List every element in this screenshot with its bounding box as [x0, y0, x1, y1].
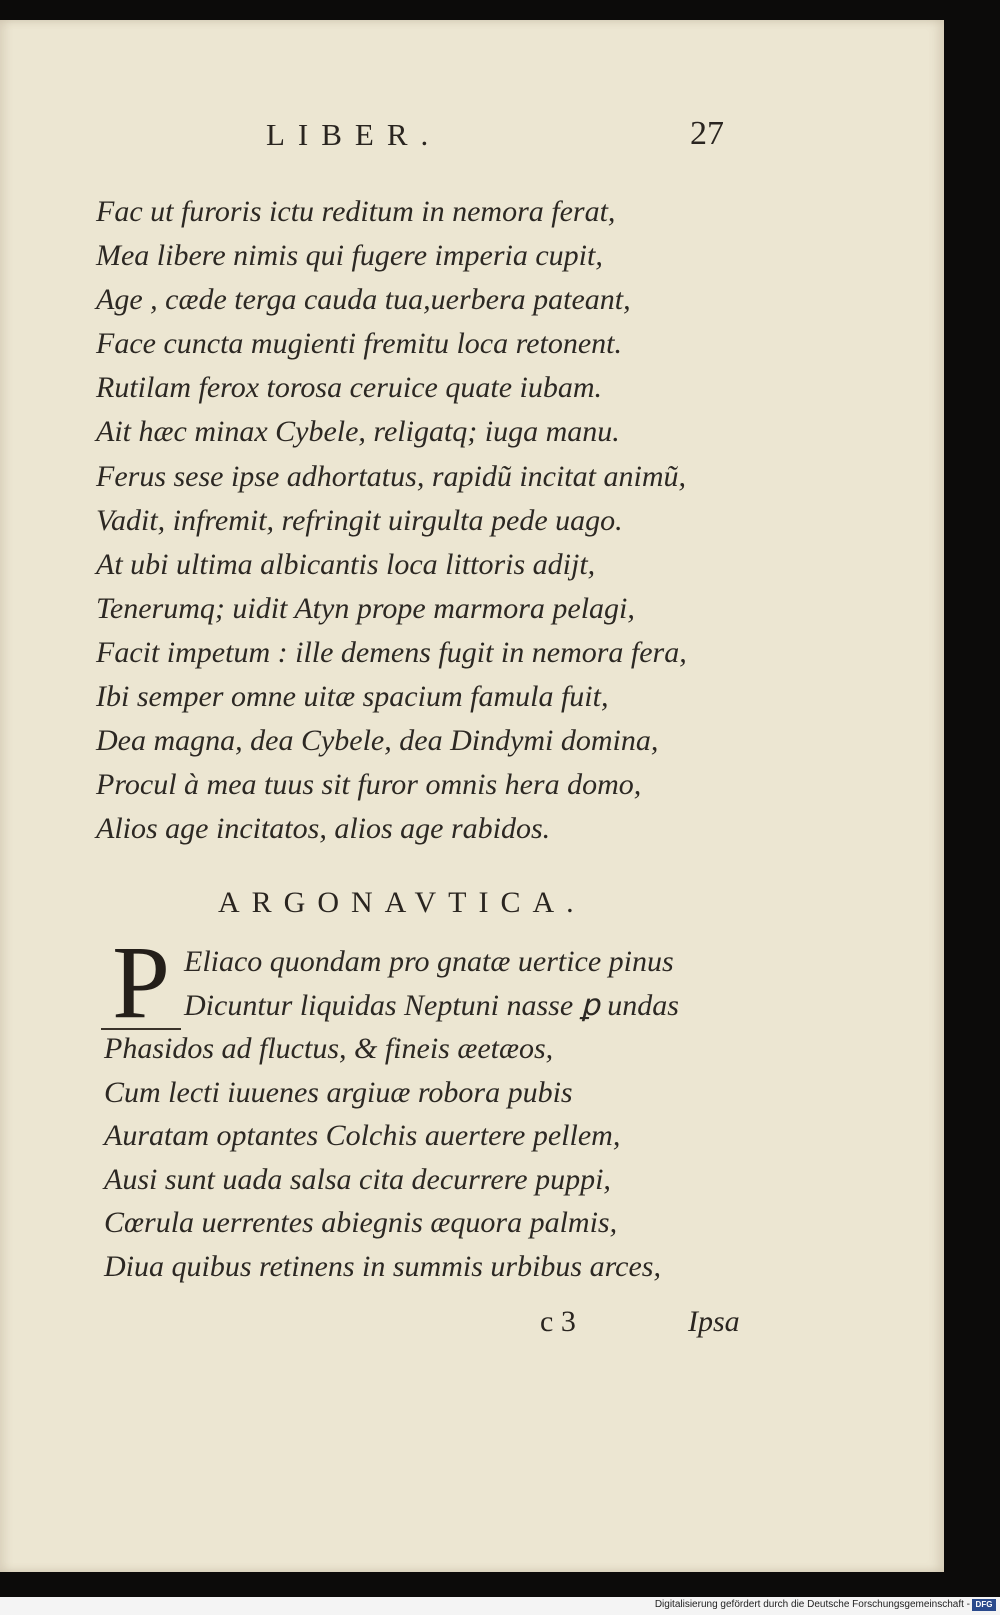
signature-mark: c 3 — [540, 1305, 576, 1338]
verse-line: Ferus sese ipse adhortatus, rapidũ incitat animũ, — [96, 459, 686, 493]
verse-line: Vadit, infremit, refringit uirgulta pede uago. — [96, 503, 623, 537]
funding-credit: Digitalisierung gefördert durch die Deutsche Forschungsgemeinschaft - — [654, 1599, 970, 1610]
drop-cap-initial: P — [101, 938, 181, 1030]
poem-line: Diua quibus retinens in summis urbibus arces, — [104, 1249, 661, 1283]
poem-line: Cœrula uerrentes abiegnis æquora palmis, — [104, 1206, 618, 1239]
poem-line: Phasidos ad fluctus, & fineis æetæos, — [104, 1032, 554, 1065]
dfg-logo: DFG — [972, 1599, 996, 1611]
verse-line: Face cuncta mugienti fremitu loca retonent. — [96, 327, 622, 361]
poem-line: Ausi sunt uada salsa cita decurrere puppi, — [104, 1162, 611, 1196]
verse-line: Fac ut furoris ictu reditum in nemora ferat, — [96, 195, 616, 228]
verse-line: Ait hæc minax Cybele, religatq; iuga manu. — [96, 415, 620, 449]
verse-line: Ibi semper omne uitæ spacium famula fuit, — [96, 680, 609, 714]
poem-line: Cum lecti iuuenes argiuæ robora pubis — [104, 1075, 573, 1109]
catchword: Ipsa — [688, 1305, 740, 1338]
verse-line: Rutilam ferox torosa ceruice quate iubam. — [96, 371, 603, 405]
verse-line: Dea magna, dea Cybele, dea Dindymi domina, — [96, 724, 659, 758]
verse-line: Tenerumq; uidit Atyn prope marmora pelagi, — [96, 591, 635, 625]
poem-line: Eliaco quondam pro gnatæ uertice pinus — [184, 945, 674, 978]
running-head: LIBER. — [266, 117, 442, 152]
verse-line: Age , cæde terga cauda tua,uerbera pateant, — [96, 283, 631, 317]
verse-line: Mea libere nimis qui fugere imperia cupit, — [96, 239, 603, 273]
poem-line: Auratam optantes Colchis auertere pellem, — [104, 1119, 621, 1152]
poem-block — [104, 940, 764, 1288]
book-page — [0, 20, 944, 1572]
page-number: 27 — [690, 115, 724, 152]
verse-line: At ubi ultima albicantis loca littoris adijt, — [96, 547, 596, 581]
section-heading: ARGONAVTICA. — [218, 886, 586, 919]
poem-line: Dicuntur liquidas Neptuni nasse ꝑ undas — [184, 988, 679, 1022]
verse-line: Procul à mea tuus sit furor omnis hera domo, — [96, 768, 642, 802]
verse-block — [96, 190, 756, 851]
verse-line: Facit impetum : ille demens fugit in nemora fera, — [96, 635, 687, 669]
verse-line: Alios age incitatos, alios age rabidos. — [96, 812, 551, 846]
